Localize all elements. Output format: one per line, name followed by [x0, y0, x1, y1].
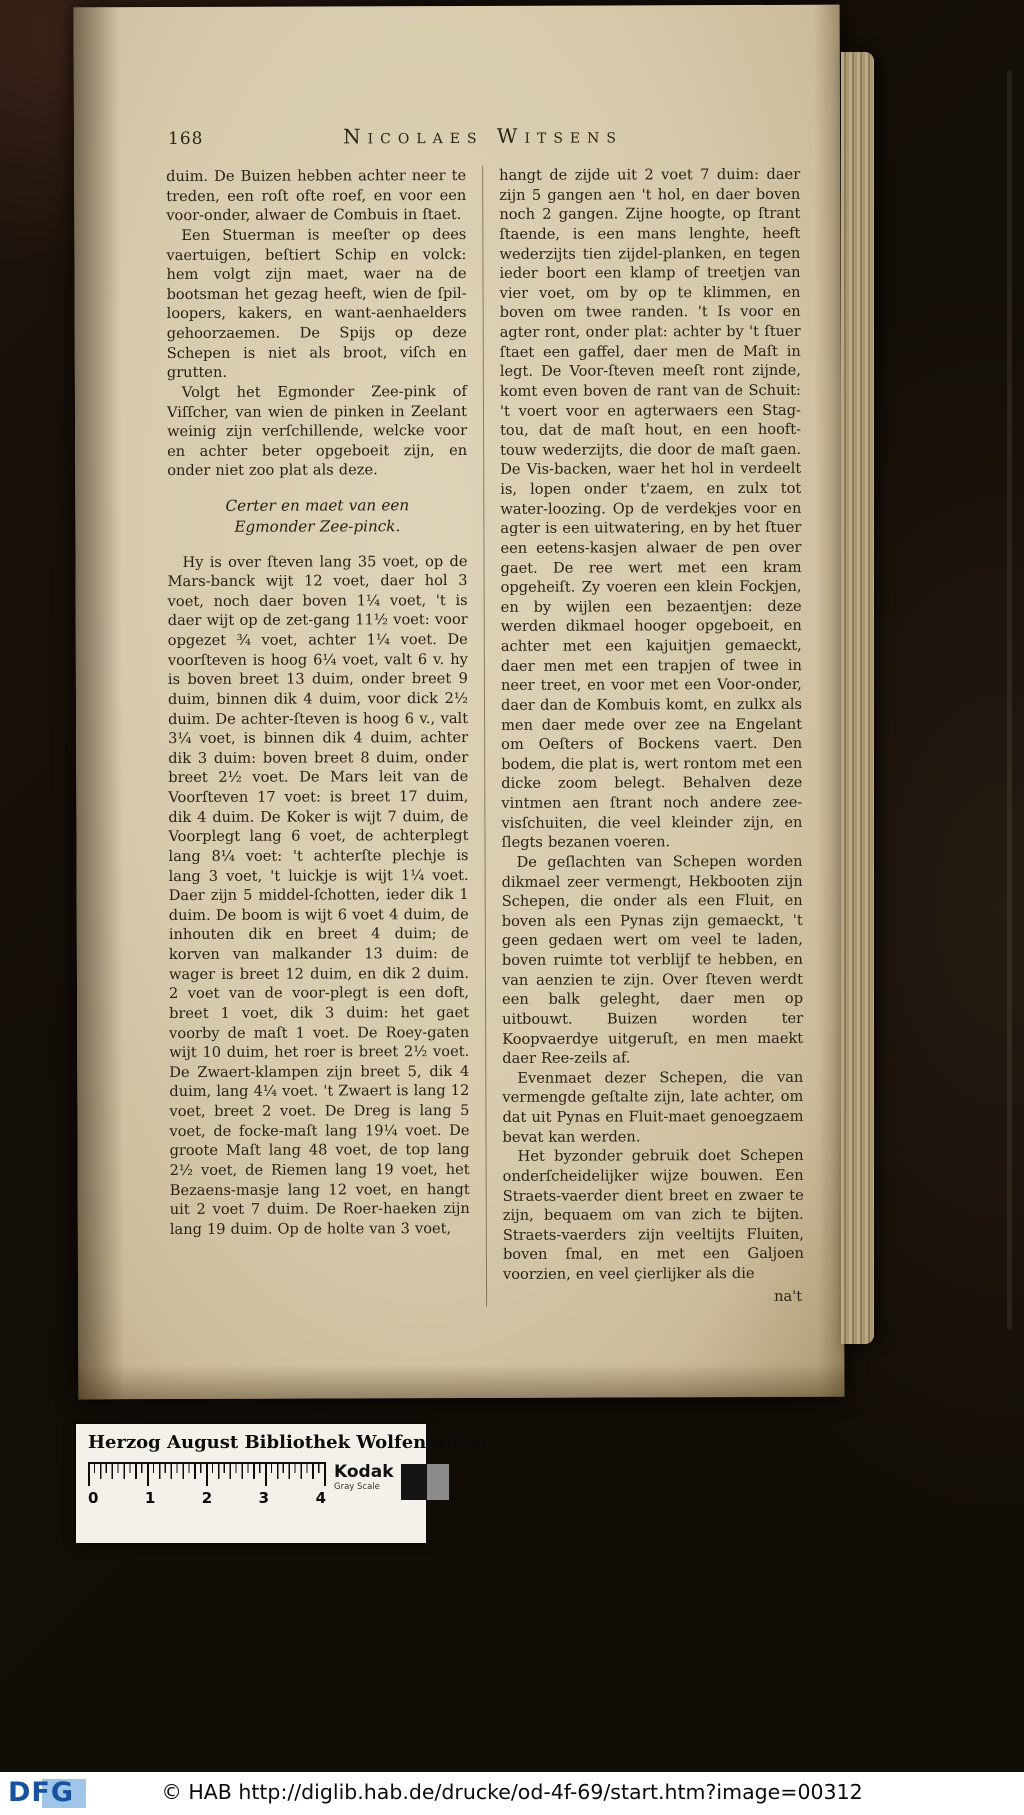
right-column	[483, 165, 804, 1307]
source-url-text: © HAB http://diglib.hab.de/drucke/od-4f-69/start.htm?image=00312	[161, 1780, 863, 1804]
kodak-brand-label: Kodak	[334, 1462, 394, 1482]
paragraph: Volgt het Egmonder Zee-pink of Viſſcher, van wien de pinken in Zeelant weinig zijn verſchillende, welcke voor en achter beter opgeboeit zijn, en onder niet zoo plat als deze.	[166, 382, 468, 480]
page-text-block	[166, 123, 804, 1308]
paragraph: Hy is over ſteven lang 35 voet, op de Mars-banck wijt 12 voet, daer hol 3 voet, noch daer boven 1¼ voet, 't is daer wijt op de zet-gang 11½ voet: voor opgezet ¾ voet, achter 1¼ voet. De voorſteven is hoog 6¼ voet, valt 6 v. hy is boven breet 13 duim, onder breet 9 duim, binnen dik 4 duim, voor dick 2½ duim. De achter-ſteven is hoog 6 v., valt 3¼ voet, is binnen dik 4 duim, achter dik 3 duim: boven breet 8 duim, onder breet 2½ voet. De Mars leit van de Voorſteven 17 voet: is breet 17 duim, dik 4 duim. De Koker is wijt 7 duim, de Voorplegt lang 6 voet, de achterplegt lang 8¼ voet: 't achterſte plechje is lang 3 voet, 't luickje is wijt 1¼ voet. Daer zijn 5 middel-ſchotten, ieder dik 1 duim. De boom is wijt 6 voet 4 duim, de inhouten dik en breet 4 duim; de korven van malkander 13 duim: de wager is breet 12 duim, en dik 2 duim. 2 voet van de voor-plegt is een doft, breet 1 voet, dik 3 duim: het gaet voorby de maſt 1 voet. De Roey-gaten wijt 10 duim, het roer is breet 2½ voet. De Zwaert-klampen zijn breet 5, dik 4 duim, lang 4¼ voet. 't Zwaert is lang 12 voet, breet 2 voet. De Dreg is lang 5 voet, de focke-maſt lang 19¼ voet. De groote Maſt lang 48 voet, de top lang 2½ voet, de Riemen lang 19 voet, het Bezaens-masje lang 12 voet, en hangt uit 2 voet 7 duim. De Roer-haeken zijn lang 19 duim. Op de holte van 3 voet,	[167, 552, 470, 1238]
scale-row	[88, 1462, 416, 1507]
kodak-labels	[334, 1464, 394, 1492]
paragraph: duim. De Buizen hebben achter neer te treden, een roſt ofte roef, en voor een voor-onder, alwaer de Combuis in ſtaet.	[166, 166, 467, 225]
ruler	[88, 1462, 326, 1507]
gray-scale-label: Gray Scale	[334, 1482, 380, 1492]
ruler-number: 4	[315, 1489, 326, 1507]
attribution-bar	[0, 1772, 1024, 1815]
paragraph: hangt de zijde uit 2 voet 7 duim: daer zijn 5 gangen aen 't hol, en daer boven noch 2 gangen. Zijne hoogte, op ſtrant ſtaende, is een mans lenghte, heeft wederzijts tien zijdel-planken, en tegen ieder boort een klamp of treetjen van vier voet, om by op te klimmen, en boven om twee randen. 't Is voor en agter ront, onder plat: achter by 't ſtuer ſtaet een gaffel, daer men de Maſt in legt. De Voor-ſteven meeſt ront zijnde, komt even boven de rant van de Schuit: 't voert voor en agterwaers een Stag-tou, dat de maſt hout, en een hooft-touw wederzijts, die door de maſt gaen. De Vis-backen, waer het hol in verdeelt is, lopen onder t'zaem, en zulx tot water-loozing. Op de verdekjes voor en agter is een uitwatering, en by het ſtuer een eetens-kasjen alwaer de pen over gaet. De ree wert met een kram opgeheiſt. Zy voeren een klein Fockjen, en by wijlen een bezaentjen: deze werden dikmael hooger opgeboeit, en achter met een kajuitjen gemaeckt, daer men met een trapjen of twee in neer treet, en voor met een Voor-onder, daer dan de Kombuis komt, en zulkx als men daer mede over zee na Engelant om Oeſters of Bockens vaert. Den bodem, die plat is, wert rontom met een dicke zoom belegt. Behalven deze vintmen aen ſtrant noch andere zee-visſchuiten, die veel kleinder zijn, en ſlegts bezanen voeren.	[499, 165, 803, 852]
library-name: Herzog August Bibliothek Wolfenbüttel	[88, 1432, 487, 1453]
kodak-gray-scale	[334, 1464, 449, 1500]
library-scale-card	[76, 1424, 487, 1543]
ruler-number: 0	[88, 1489, 99, 1507]
paragraph: De geſlachten van Schepen worden dikmael zeer vermengt, Hekbooten zijn Schepen, die onder als een Fluit, en boven als een Pynas zijn gemaeckt, 't geen gedaen wert om veel te laden, boven ruimte tot verblijf te hebben, en van aenzien te zijn. Over ſteven werdt een balk geleght, daer men op uitbouwt. Buizen worden ter Koopvaerdye uitgeruſt, en men maekt daer Ree-zeils af.	[501, 852, 804, 1067]
ruler-ticks	[88, 1462, 326, 1486]
catchword: na't	[774, 1287, 803, 1305]
gray-patches	[401, 1464, 449, 1500]
page-bottom-shadow	[78, 1363, 844, 1400]
book-fore-edge	[841, 52, 874, 1344]
paragraph: Evenmaet dezer Schepen, die van vermengde geſtalte zijn, late achter, om dat uit Pynas en Fluit-maet genoegzaem bevat kan werden.	[502, 1068, 804, 1146]
text-columns	[166, 165, 804, 1308]
gray-patch-mid	[427, 1464, 449, 1500]
page-head	[166, 123, 800, 155]
running-title: Nicolaes Witsens	[343, 123, 624, 149]
gray-patch-black	[401, 1464, 427, 1500]
paragraph: Een Stuerman is meeſter op dees vaertuigen, beſtiert Schip en volck: hem volgt zijn maet, waer na de bootsman het gezag heeft, wien de ſpil-loopers, kakers, en want-aenhaelders gehoorzaemen. De Spijs op deze Schepen is niet als broot, viſch en grutten.	[166, 225, 467, 382]
left-column	[166, 166, 487, 1308]
section-heading: Certer en maet van een Egmonder Zee-pinck.	[225, 496, 410, 537]
page-right-shadow	[814, 5, 845, 1397]
book-page	[74, 5, 845, 1400]
ruler-number: 1	[144, 1489, 156, 1507]
page-number: 168	[167, 128, 204, 150]
ruler-numbers	[88, 1489, 326, 1507]
paragraph: Het byzonder gebruik doet Schepen onderſcheidelijker wijze bouwen. Een Straets-vaerder dient breet en zwaer te zijn, bequaem om van zich te bijten. Straets-vaerders zijn veeltijts Fluiten, boven ſmal, en met een Galjoen voorzien, en veel çierlijker als die	[502, 1147, 804, 1283]
scanner-edge-highlight	[1007, 70, 1012, 1330]
ruler-number: 3	[258, 1489, 270, 1507]
dfg-logo-letters: DFG	[8, 1777, 75, 1808]
gutter-shadow	[74, 7, 125, 1399]
ruler-number: 2	[201, 1489, 213, 1507]
